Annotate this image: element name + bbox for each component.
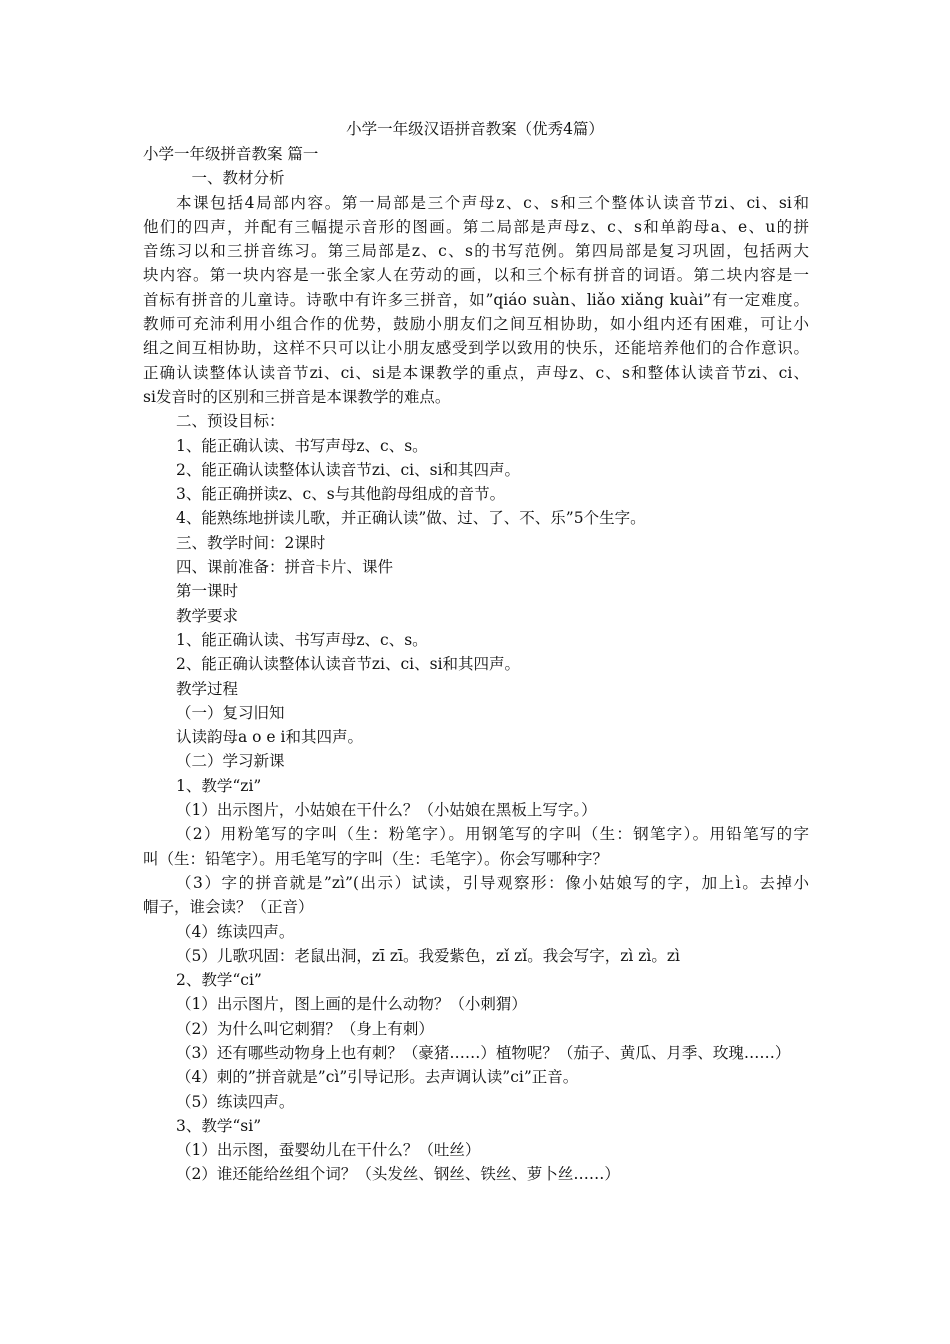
text-line: 本课包括4局部内容。第一局部是三个声母z、c、s和三个整体认读音节zi、ci、si和 <box>176 193 809 212</box>
text-line: 叫（生：铅笔字）。用毛笔写的字叫（生：毛笔字）。你会写哪种字？ <box>143 849 609 868</box>
text-line: （2）为什么叫它刺猬？（身上有刺） <box>176 1019 434 1038</box>
text-line: 组之间互相协助，这样不只可以让小朋友感受到学以致用的快乐，还能培养他们的合作意识。 <box>143 339 809 358</box>
text-line: （5）儿歌巩固：老鼠出洞，zī zī。我爱紫色，zǐ zǐ。我会写字，zì zì。zì <box>176 946 681 965</box>
text-line: 音练习以和三拼音练习。第三局部是z、c、s的书写范例。第四局部是复习巩固，包括两大 <box>143 242 809 261</box>
text-line: si发音时的区别和三拼音是本课教学的难点。 <box>143 387 451 406</box>
text-line: 四、课前准备：拼音卡片、课件 <box>176 558 394 577</box>
text-line: 3、教学“si” <box>176 1116 262 1135</box>
text-line: 一、教材分析 <box>176 169 285 188</box>
text-line: 小学一年级拼音教案 篇一 <box>143 145 319 163</box>
text-line: 2、能正确认读整体认读音节zi、ci、si和其四声。 <box>176 655 521 674</box>
text-line: 教学要求 <box>176 606 239 625</box>
text-line: （1）出示图，蚕婴幼儿在干什么？（吐丝） <box>176 1141 481 1160</box>
text-line: 1、能正确认读、书写声母z、c、s。 <box>176 630 428 649</box>
text-line: 三、教学时间：2课时 <box>176 533 326 552</box>
text-line: 他们的四声，并配有三幅提示音形的图画。第二局部是声母z、c、s和单韵母a、e、u的拼 <box>143 217 809 236</box>
text-line: （4）练读四声。 <box>176 922 295 941</box>
text-line: 教师可充沛利用小组合作的优势，鼓励小朋友们之间互相协助，如小组内还有困难，可让小 <box>143 315 809 334</box>
text-line: 2、教学“ci” <box>176 971 262 990</box>
text-line: 4、能熟练地拼读儿歌，并正确认读”做、过、了、不、乐”5个生字。 <box>176 509 646 528</box>
text-line: （3）还有哪些动物身上也有刺？（豪猪……）植物呢？（茄子、黄瓜、月季、玫瑰……） <box>176 1043 791 1062</box>
text-line: （2）用粉笔写的字叫（生：粉笔字）。用钢笔写的字叫（生：钢笔字）。用铅笔写的字 <box>176 825 809 844</box>
text-line: 帽子，谁会读？（正音） <box>143 898 314 917</box>
text-line: （2）谁还能给丝组个词？（头发丝、钢丝、铁丝、萝卜丝……） <box>176 1165 620 1184</box>
text-line: 2、能正确认读整体认读音节zi、ci、si和其四声。 <box>176 460 521 479</box>
text-line: 认读韵母a o e i和其四声。 <box>176 728 363 747</box>
document-title: 小学一年级汉语拼音教案（优秀4篇） <box>346 120 604 138</box>
text-line: 教学过程 <box>176 679 239 698</box>
text-line: 正确认读整体认读音节zi、ci、si是本课教学的重点，声母z、c、s和整体认读音节zi、ci、 <box>143 363 809 382</box>
text-line: （二）学习新课 <box>176 752 285 771</box>
text-line: 1、能正确认读、书写声母z、c、s。 <box>176 436 428 455</box>
text-line: （4）刺的”拼音就是”cì”引导记形。去声调认读”ci”正音。 <box>176 1068 579 1087</box>
text-line: （一）复习旧知 <box>176 703 285 722</box>
text-line: 1、教学“zi” <box>176 776 262 795</box>
text-line: （5）练读四声。 <box>176 1092 295 1111</box>
text-line: （3）字的拼音就是”zì”(出示）试读，引导观察形：像小姑娘写的字，加上ì。去掉小 <box>176 873 809 892</box>
text-line: 第一课时 <box>176 582 239 601</box>
text-line: 块内容。第一块内容是一张全家人在劳动的画，以和三个标有拼音的词语。第二块内容是一 <box>143 266 809 285</box>
text-line: 二、预设目标： <box>176 412 285 431</box>
document-body <box>143 142 809 1187</box>
text-line: （1）出示图片，小姑娘在干什么？（小姑娘在黑板上写字。） <box>176 801 597 820</box>
text-line: 首标有拼音的儿童诗。诗歌中有许多三拼音，如”qiáo suàn、liǎo xiǎng kuài”有一定难度。 <box>143 290 809 309</box>
text-line: （1）出示图片，图上画的是什么动物？（小刺猬） <box>176 995 527 1014</box>
text-line: 3、能正确拼读z、c、s与其他韵母组成的音节。 <box>176 485 506 504</box>
